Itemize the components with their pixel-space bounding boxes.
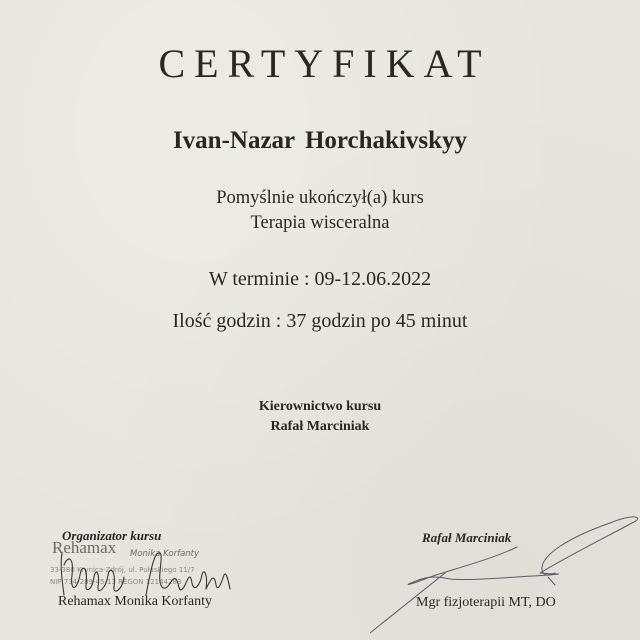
signer-name: Rafał Marciniak [422, 530, 512, 545]
stamp-address: 33-380 Krynica-Zdrój, ul. Pułaskiego 11/7 [50, 566, 195, 574]
certificate-title: CERTYFIKAT [158, 41, 491, 86]
course-hours: Ilość godzin : 37 godzin po 45 minut [172, 310, 468, 332]
course-dates: W terminie : 09-12.06.2022 [208, 268, 432, 290]
signer-title: Mgr fizjoterapii MT, DO [416, 595, 556, 610]
stamp-brand: Rehamax [52, 538, 117, 557]
stamp-ids: NIP 734-289-45-13 REGON 12144283 [50, 578, 182, 586]
stamp-owner: Monika Korfanty [130, 549, 200, 559]
organizer-name: Rehamax Monika Korfanty [58, 594, 212, 609]
organizer-label: Organizator kursu [62, 528, 162, 543]
recipient-name: Ivan-Nazar Horchakivskyy [172, 127, 468, 154]
signer-signature-icon [370, 515, 640, 635]
course-direction-label: Kierownictwo kursu [258, 399, 382, 414]
completion-statement: Pomyślnie ukończył(a) kurs [216, 188, 424, 208]
course-director-name: Rafał Marciniak [270, 419, 370, 434]
organizer-signature-icon [50, 545, 240, 600]
course-name: Terapia wisceralna [250, 213, 390, 233]
